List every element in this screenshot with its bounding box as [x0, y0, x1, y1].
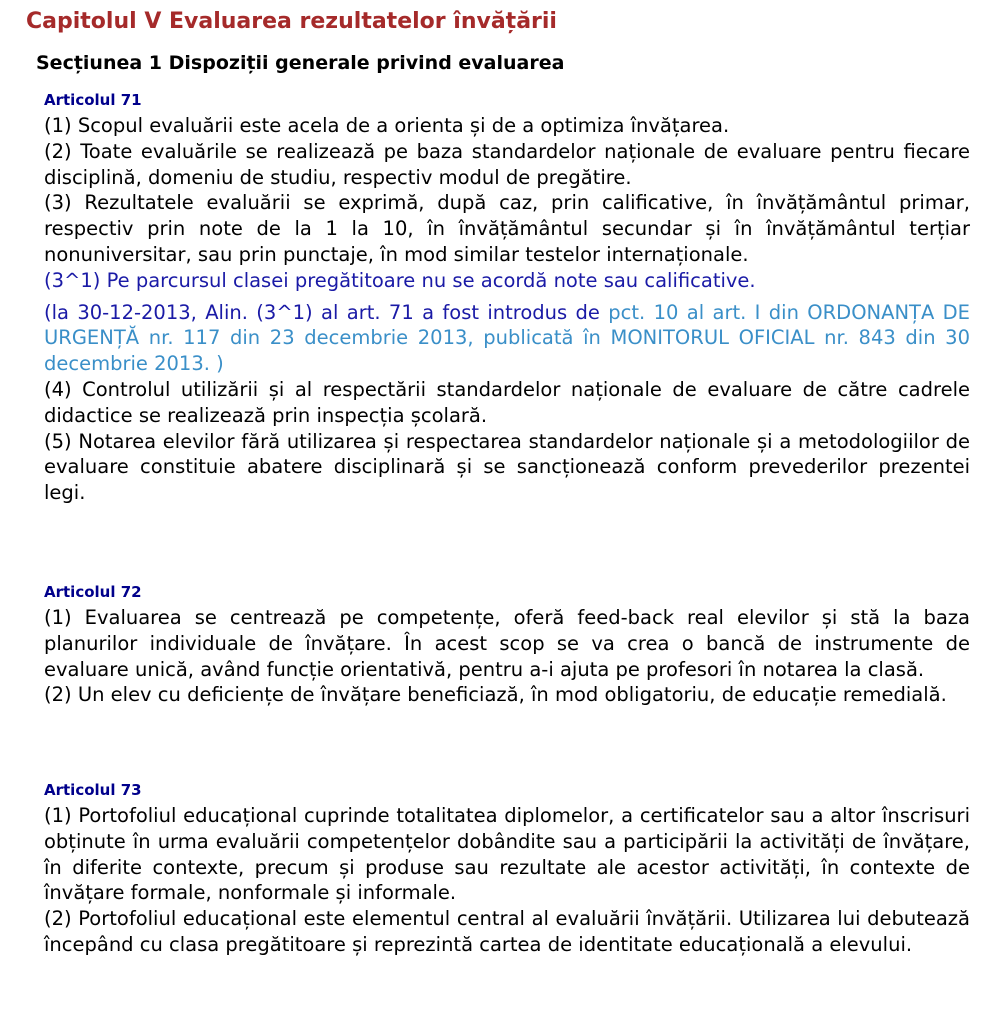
- article-72-paragraph-2: (2) Un elev cu deficiențe de învățare beneficiază, în mod obligatoriu, de educație remedială.: [44, 683, 947, 707]
- article-71-paragraph-1: (1) Scopul evaluării este acela de a orienta și de a optimiza învățarea.: [44, 114, 730, 137]
- amendment-source-link[interactable]: pct. 10 al art. I din ORDONANȚA DE URGENȚĂ nr. 117 din 23 decembrie 2013, publicată în MONITORUL OFICIAL nr. 843 din 30 decembrie 2013. ): [44, 300, 971, 376]
- article-73-paragraph-1: (1) Portofoliul educațional cuprinde totalitatea diplomelor, a certificatelor sau a altor înscrisuri obținute în urma evaluării competențelor dobândite sau a participării la activități de învățare, în diferite contexte, precum și produse sau rezultate ale acestor activități, în contexte de învățare formale, nonformale și informale.: [44, 804, 970, 905]
- article-72: [44, 581, 970, 708]
- article-71-paragraph-2: (2) Toate evaluările se realizează pe baza standardelor naționale de evaluare pentru fiecare disciplină, domeniu de studiu, respectiv modul de pregătire.: [44, 139, 970, 189]
- amendment-note-prefix: (la 30-12-2013, Alin. (3^1) al art. 71 a fost introdus de: [44, 300, 609, 324]
- article-71-paragraph-3-1: (3^1) Pe parcursul clasei pregătitoare nu se acordă note sau calificative.: [44, 268, 756, 292]
- article-71: [44, 89, 970, 506]
- article-71-paragraph-3: (3) Rezultatele evaluării se exprimă, după caz, prin calificative, în învățământul primar, respectiv prin note de la 1 la 10, în învățământul secundar și în învățământul terțiar nonuniversitar, sau prin punctaje, în mod similar testelor internaționale.: [44, 191, 970, 266]
- article-heading: Articolul 72: [44, 583, 142, 601]
- chapter-title: Capitolul V Evaluarea rezultatelor învățării: [26, 9, 557, 34]
- article-71-paragraph-5: (5) Notarea elevilor fără utilizarea și respectarea standardelor naționale și a metodologiilor de evaluare constituie abatere disciplinară și se sancționează conform prevederilor prezentei legi.: [44, 429, 970, 505]
- article-73-paragraph-2: (2) Portofoliul educațional este elementul central al evaluării învățării. Utilizarea lui debutează începând cu clasa pregătitoare și reprezintă cartea de identitate educațională a elevului.: [44, 907, 970, 956]
- amendment-note: [44, 300, 970, 377]
- section-title: Secțiunea 1 Dispoziții generale privind evaluarea: [36, 52, 565, 74]
- article-72-paragraph-1: (1) Evaluarea se centrează pe competențe, oferă feed-back real elevilor și stă la baza planurilor individuale de învățare. În acest scop se va crea o bancă de instrumente de evaluare unică, având funcție orientativă, pentru a-i ajuta pe profesori în notarea la clasă.: [44, 606, 970, 681]
- article-71-paragraph-4: (4) Controlul utilizării și al respectării standardelor naționale de evaluare de către cadrele didactice se realizează prin inspecția școlară.: [44, 377, 970, 427]
- article-73: [44, 779, 970, 958]
- article-heading: Articolul 73: [44, 781, 142, 799]
- article-heading: Articolul 71: [44, 91, 142, 109]
